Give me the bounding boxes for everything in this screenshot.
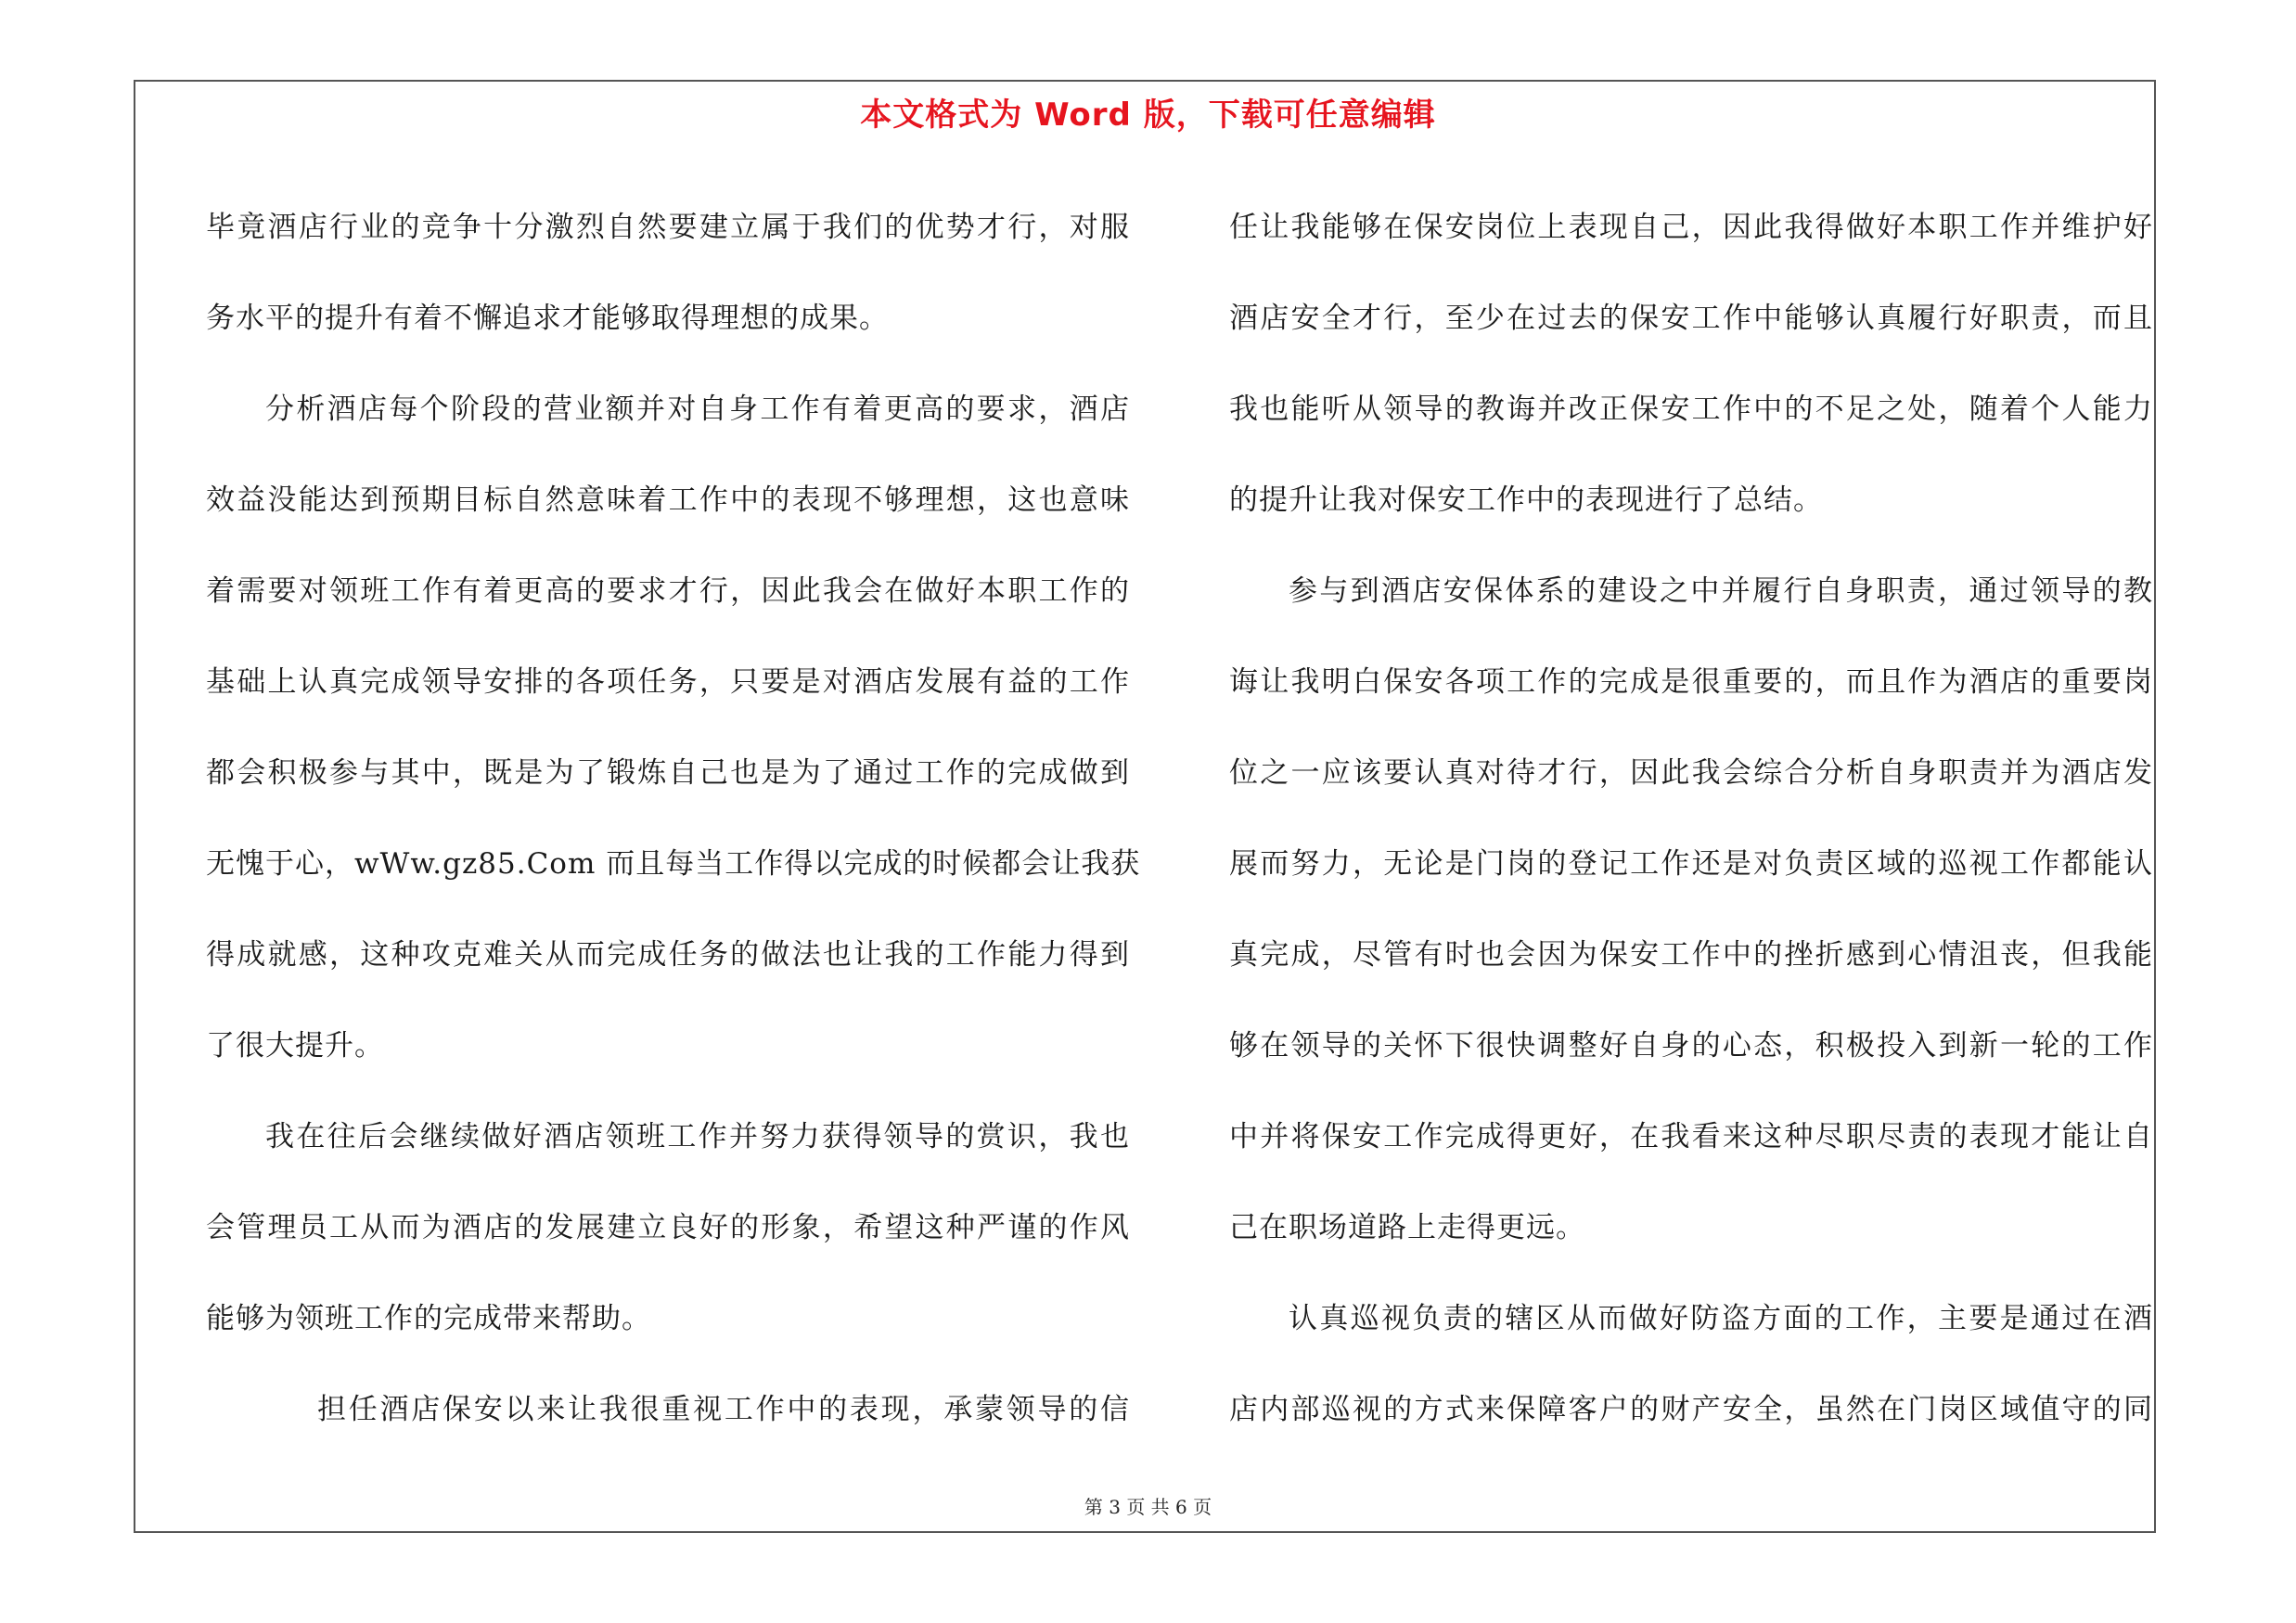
paragraph-line: 诲让我明白保安各项工作的完成是很重要的，而且作为酒店的重要岗	[1229, 665, 2153, 699]
paragraph-line: 担任酒店保安以来让我很重视工作中的表现，承蒙领导的信	[317, 1393, 1130, 1426]
paragraph-line: 毕竟酒店行业的竞争十分激烈自然要建立属于我们的优势才行，对服	[206, 211, 1130, 244]
paragraph-line: 真完成，尽管有时也会因为保安工作中的挫折感到心情沮丧，但我能	[1229, 938, 2153, 972]
paragraph-line: 能够为领班工作的完成带来帮助。	[206, 1302, 651, 1335]
right-text-column	[1229, 182, 2153, 1455]
paragraph-line: 无愧于心，wWw.gz85.Com 而且每当工作得以完成的时候都会让我获	[206, 847, 1141, 881]
paragraph-line: 会管理员工从而为酒店的发展建立良好的形象，希望这种严谨的作风	[206, 1211, 1130, 1244]
paragraph-line: 己在职场道路上走得更远。	[1229, 1211, 1585, 1244]
paragraph-line: 基础上认真完成领导安排的各项任务，只要是对酒店发展有益的工作	[206, 665, 1130, 699]
paragraph-line: 我也能听从领导的教诲并改正保安工作中的不足之处，随着个人能力	[1229, 393, 2153, 426]
paragraph-line: 我在往后会继续做好酒店领班工作并努力获得领导的赏识，我也	[265, 1120, 1130, 1153]
paragraph-line: 都会积极参与其中，既是为了锻炼自己也是为了通过工作的完成做到	[206, 756, 1130, 790]
paragraph-line: 分析酒店每个阶段的营业额并对自身工作有着更高的要求，酒店	[265, 393, 1130, 426]
paragraph-line: 展而努力，无论是门岗的登记工作还是对负责区域的巡视工作都能认	[1229, 847, 2153, 881]
paragraph-line: 效益没能达到预期目标自然意味着工作中的表现不够理想，这也意味	[206, 483, 1130, 517]
paragraph-line: 务水平的提升有着不懈追求才能够取得理想的成果。	[206, 302, 889, 335]
paragraph-line: 够在领导的关怀下很快调整好自身的心态，积极投入到新一轮的工作	[1229, 1029, 2153, 1063]
paragraph-line: 中并将保安工作完成得更好，在我看来这种尽职尽责的表现才能让自	[1229, 1120, 2153, 1153]
paragraph-line: 参与到酒店安保体系的建设之中并履行自身职责，通过领导的教	[1289, 574, 2153, 608]
paragraph-line: 位之一应该要认真对待才行，因此我会综合分析自身职责并为酒店发	[1229, 756, 2153, 790]
page-number-footer: 第 3 页 共 6 页	[1084, 1496, 1212, 1518]
paragraph-line: 了很大提升。	[206, 1029, 384, 1063]
paragraph-line: 店内部巡视的方式来保障客户的财产安全，虽然在门岗区域值守的同	[1229, 1393, 2153, 1426]
paragraph-line: 的提升让我对保安工作中的表现进行了总结。	[1229, 483, 1823, 517]
paragraph-line: 着需要对领班工作有着更高的要求才行，因此我会在做好本职工作的	[206, 574, 1130, 608]
paragraph-line: 任让我能够在保安岗位上表现自己，因此我得做好本职工作并维护好	[1229, 211, 2153, 244]
format-notice-banner: 本文格式为 Word 版，下载可任意编辑	[860, 97, 1436, 134]
paragraph-line: 酒店安全才行，至少在过去的保安工作中能够认真履行好职责，而且	[1229, 302, 2153, 335]
paragraph-line: 认真巡视负责的辖区从而做好防盗方面的工作，主要是通过在酒	[1289, 1302, 2153, 1335]
left-text-column	[206, 182, 1141, 1455]
paragraph-line: 得成就感，这种攻克难关从而完成任务的做法也让我的工作能力得到	[206, 938, 1130, 972]
